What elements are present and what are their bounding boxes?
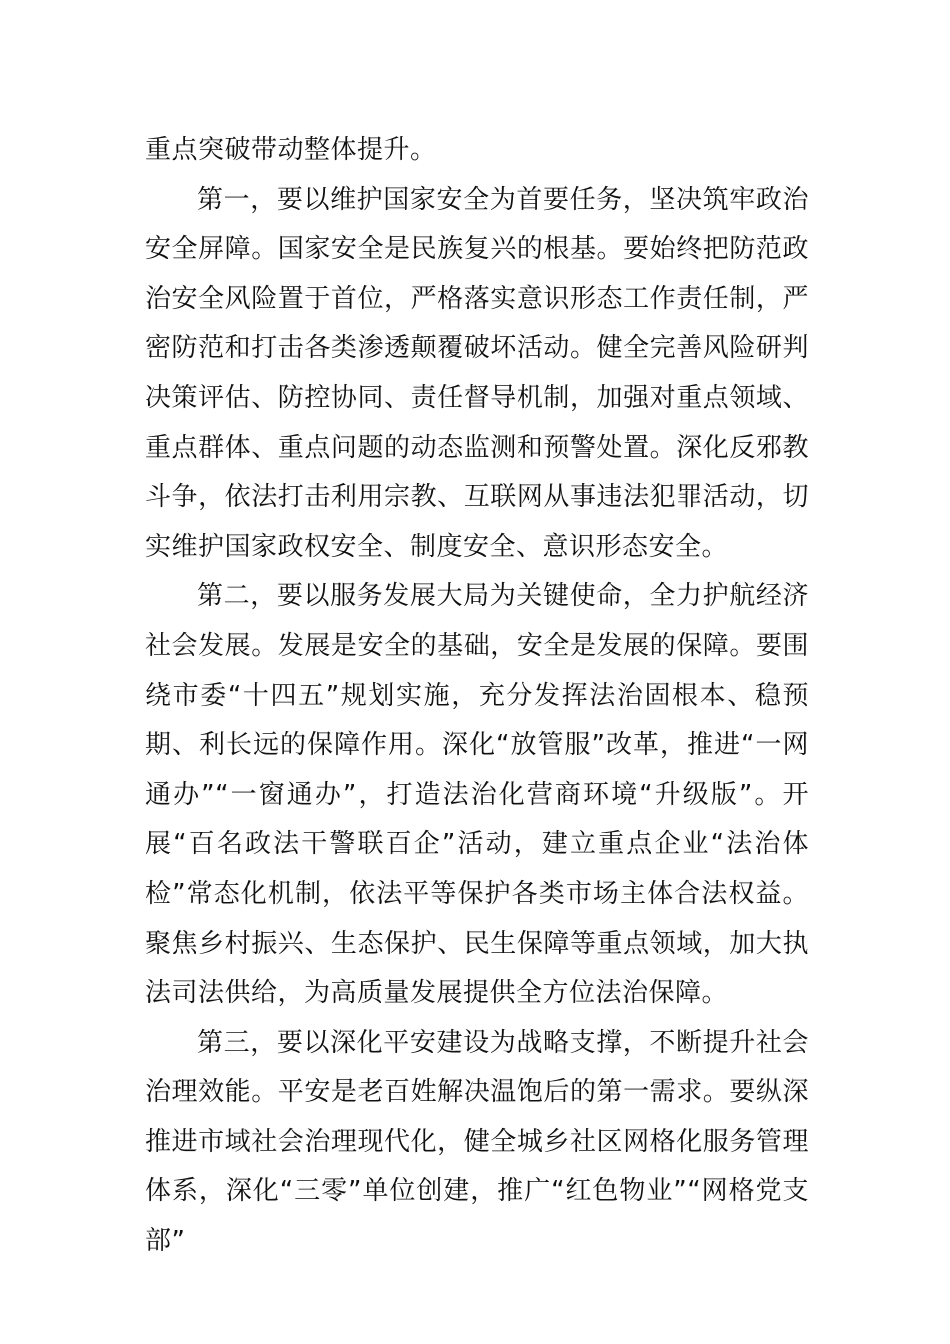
paragraph-continuation: 重点突破带动整体提升。 [145,135,437,165]
paragraph-first-point: 第一，要以维护国家安全为首要任务，坚决筑牢政治安全屏障。国家安全是民族复兴的根基。要始终把防范政治安全风险置于首位，严格落实意识形态工作责任制，严密防范和打击各类渗透颠覆破坏活动。健全完善风险研判决策评估、防控协同、责任督导机制，加强对重点领域、重点群体、重点问题的动态监测和预警处置。深化反邪教斗争，依法打击利用宗教、互联网从事违法犯罪活动，切实维护国家政权安全、制度安全、意识形态安全。 [145,184,809,562]
paragraph-second-point: 第二，要以服务发展大局为关键使命，全力护航经济社会发展。发展是安全的基础，安全是发展的保障。要围绕市委“十四五”规划实施，充分发挥法治固根本、稳预期、利长远的保障作用。深化“放管服”改革，推进“一网通办”“一窗通办”，打造法治化营商环境“升级版”。开展“百名政法干警联百企”活动，建立重点企业“法治体检”常态化机制，依法平等保护各类市场主体合法权益。聚焦乡村振兴、生态保护、民生保障等重点领域，加大执法司法供给，为高质量发展提供全方位法治保障。 [145,581,809,1009]
document-body [145,126,809,1267]
paragraph-third-point: 第三，要以深化平安建设为战略支撑，不断提升社会治理效能。平安是老百姓解决温饱后的第一需求。要纵深推进市域社会治理现代化，健全城乡社区网格化服务管理体系，深化“三零”单位创建，推广“红色物业”“网格党支部” [145,1027,809,1257]
